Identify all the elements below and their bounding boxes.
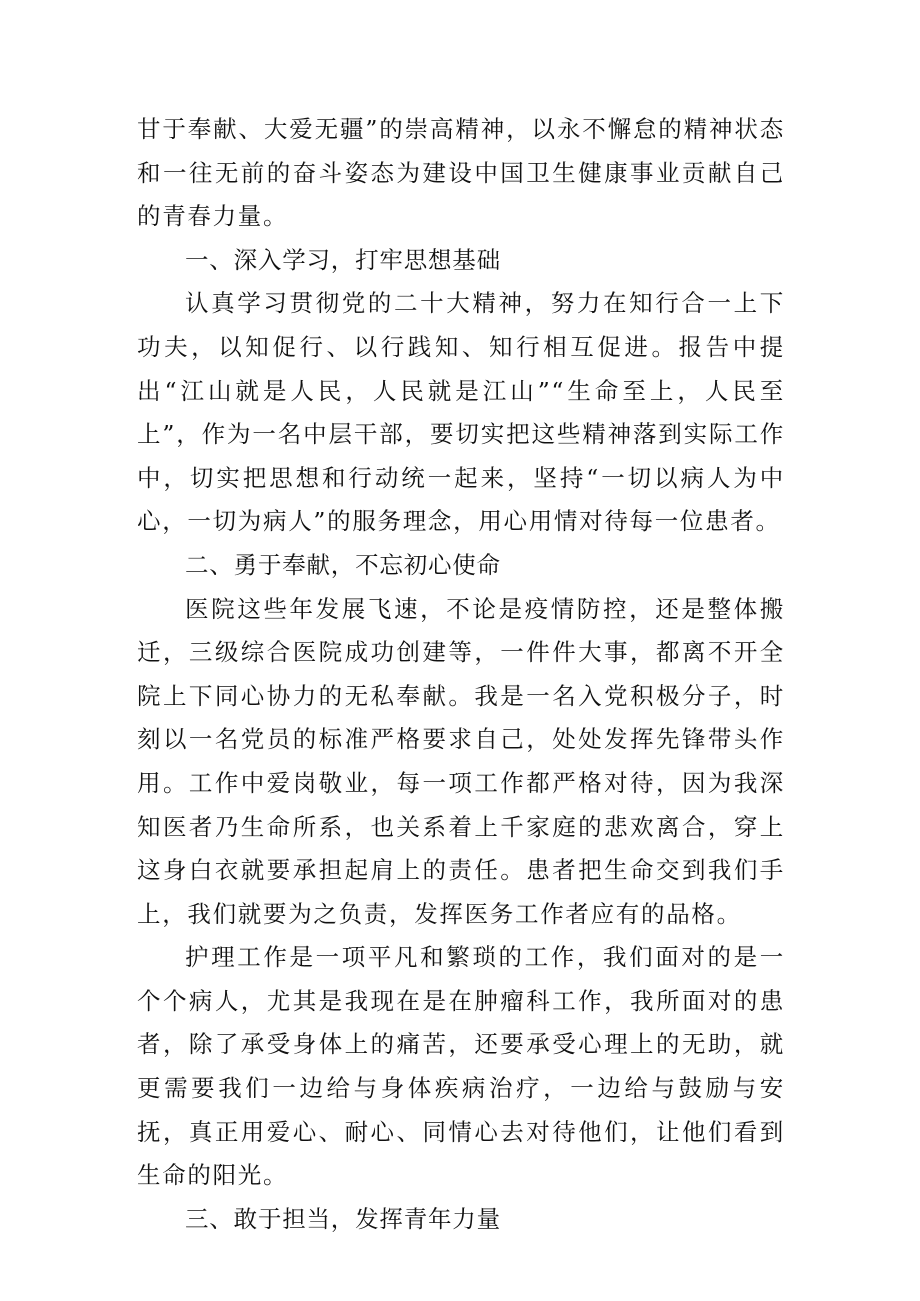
paragraph-nursing: 护理工作是一项平凡和繁琐的工作，我们面对的是一个个病人，尤其是我现在是在肿瘤科工作，我所面对的患者，除了承受身体上的痛苦，还要承受心理上的无助，就更需要我们一边给与身体疾病治疗，一边给与鼓励与安抚，真正用爱心、耐心、同情心去对待他们，让他们看到生命的阳光。 <box>137 943 785 1190</box>
paragraph-dedication: 医院这些年发展飞速，不论是疫情防控，还是整体搬迁，三级综合医院成功创建等，一件件大事，都离不开全院上下同心协力的无私奉献。我是一名入党积极分子，时刻以一名党员的标准严格要求自己，处处发挥先锋带头作用。工作中爱岗敬业，每一项工作都严格对待，因为我深知医者乃生命所系，也关系着上千家庭的悲欢离合，穿上这身白衣就要承担起肩上的责任。患者把生命交到我们手上，我们就要为之负责，发挥医务工作者应有的品格。 <box>137 594 785 928</box>
section-heading-2: 二、勇于奉献，不忘初心使命 <box>185 550 501 579</box>
document-body <box>137 108 785 1241</box>
section-heading-1: 一、深入学习，打牢思想基础 <box>185 245 501 274</box>
paragraph-study: 认真学习贯彻党的二十大精神，努力在知行合一上下功夫，以知促行、以行践知、知行相互促进。报告中提出“江山就是人民，人民就是江山”“生命至上，人民至上”，作为一名中层干部，要切实把这些精神落到实际工作中，切实把思想和行动统一起来，坚持“一切以病人为中心，一切为病人”的服务理念，用心用情对待每一位患者。 <box>137 289 785 536</box>
section-heading-3: 三、敢于担当，发挥青年力量 <box>185 1204 501 1233</box>
paragraph-continuation: 甘于奉献、大爱无疆”的崇高精神，以永不懈怠的精神状态和一往无前的奋斗姿态为建设中国卫生健康事业贡献自己的青春力量。 <box>137 115 785 231</box>
